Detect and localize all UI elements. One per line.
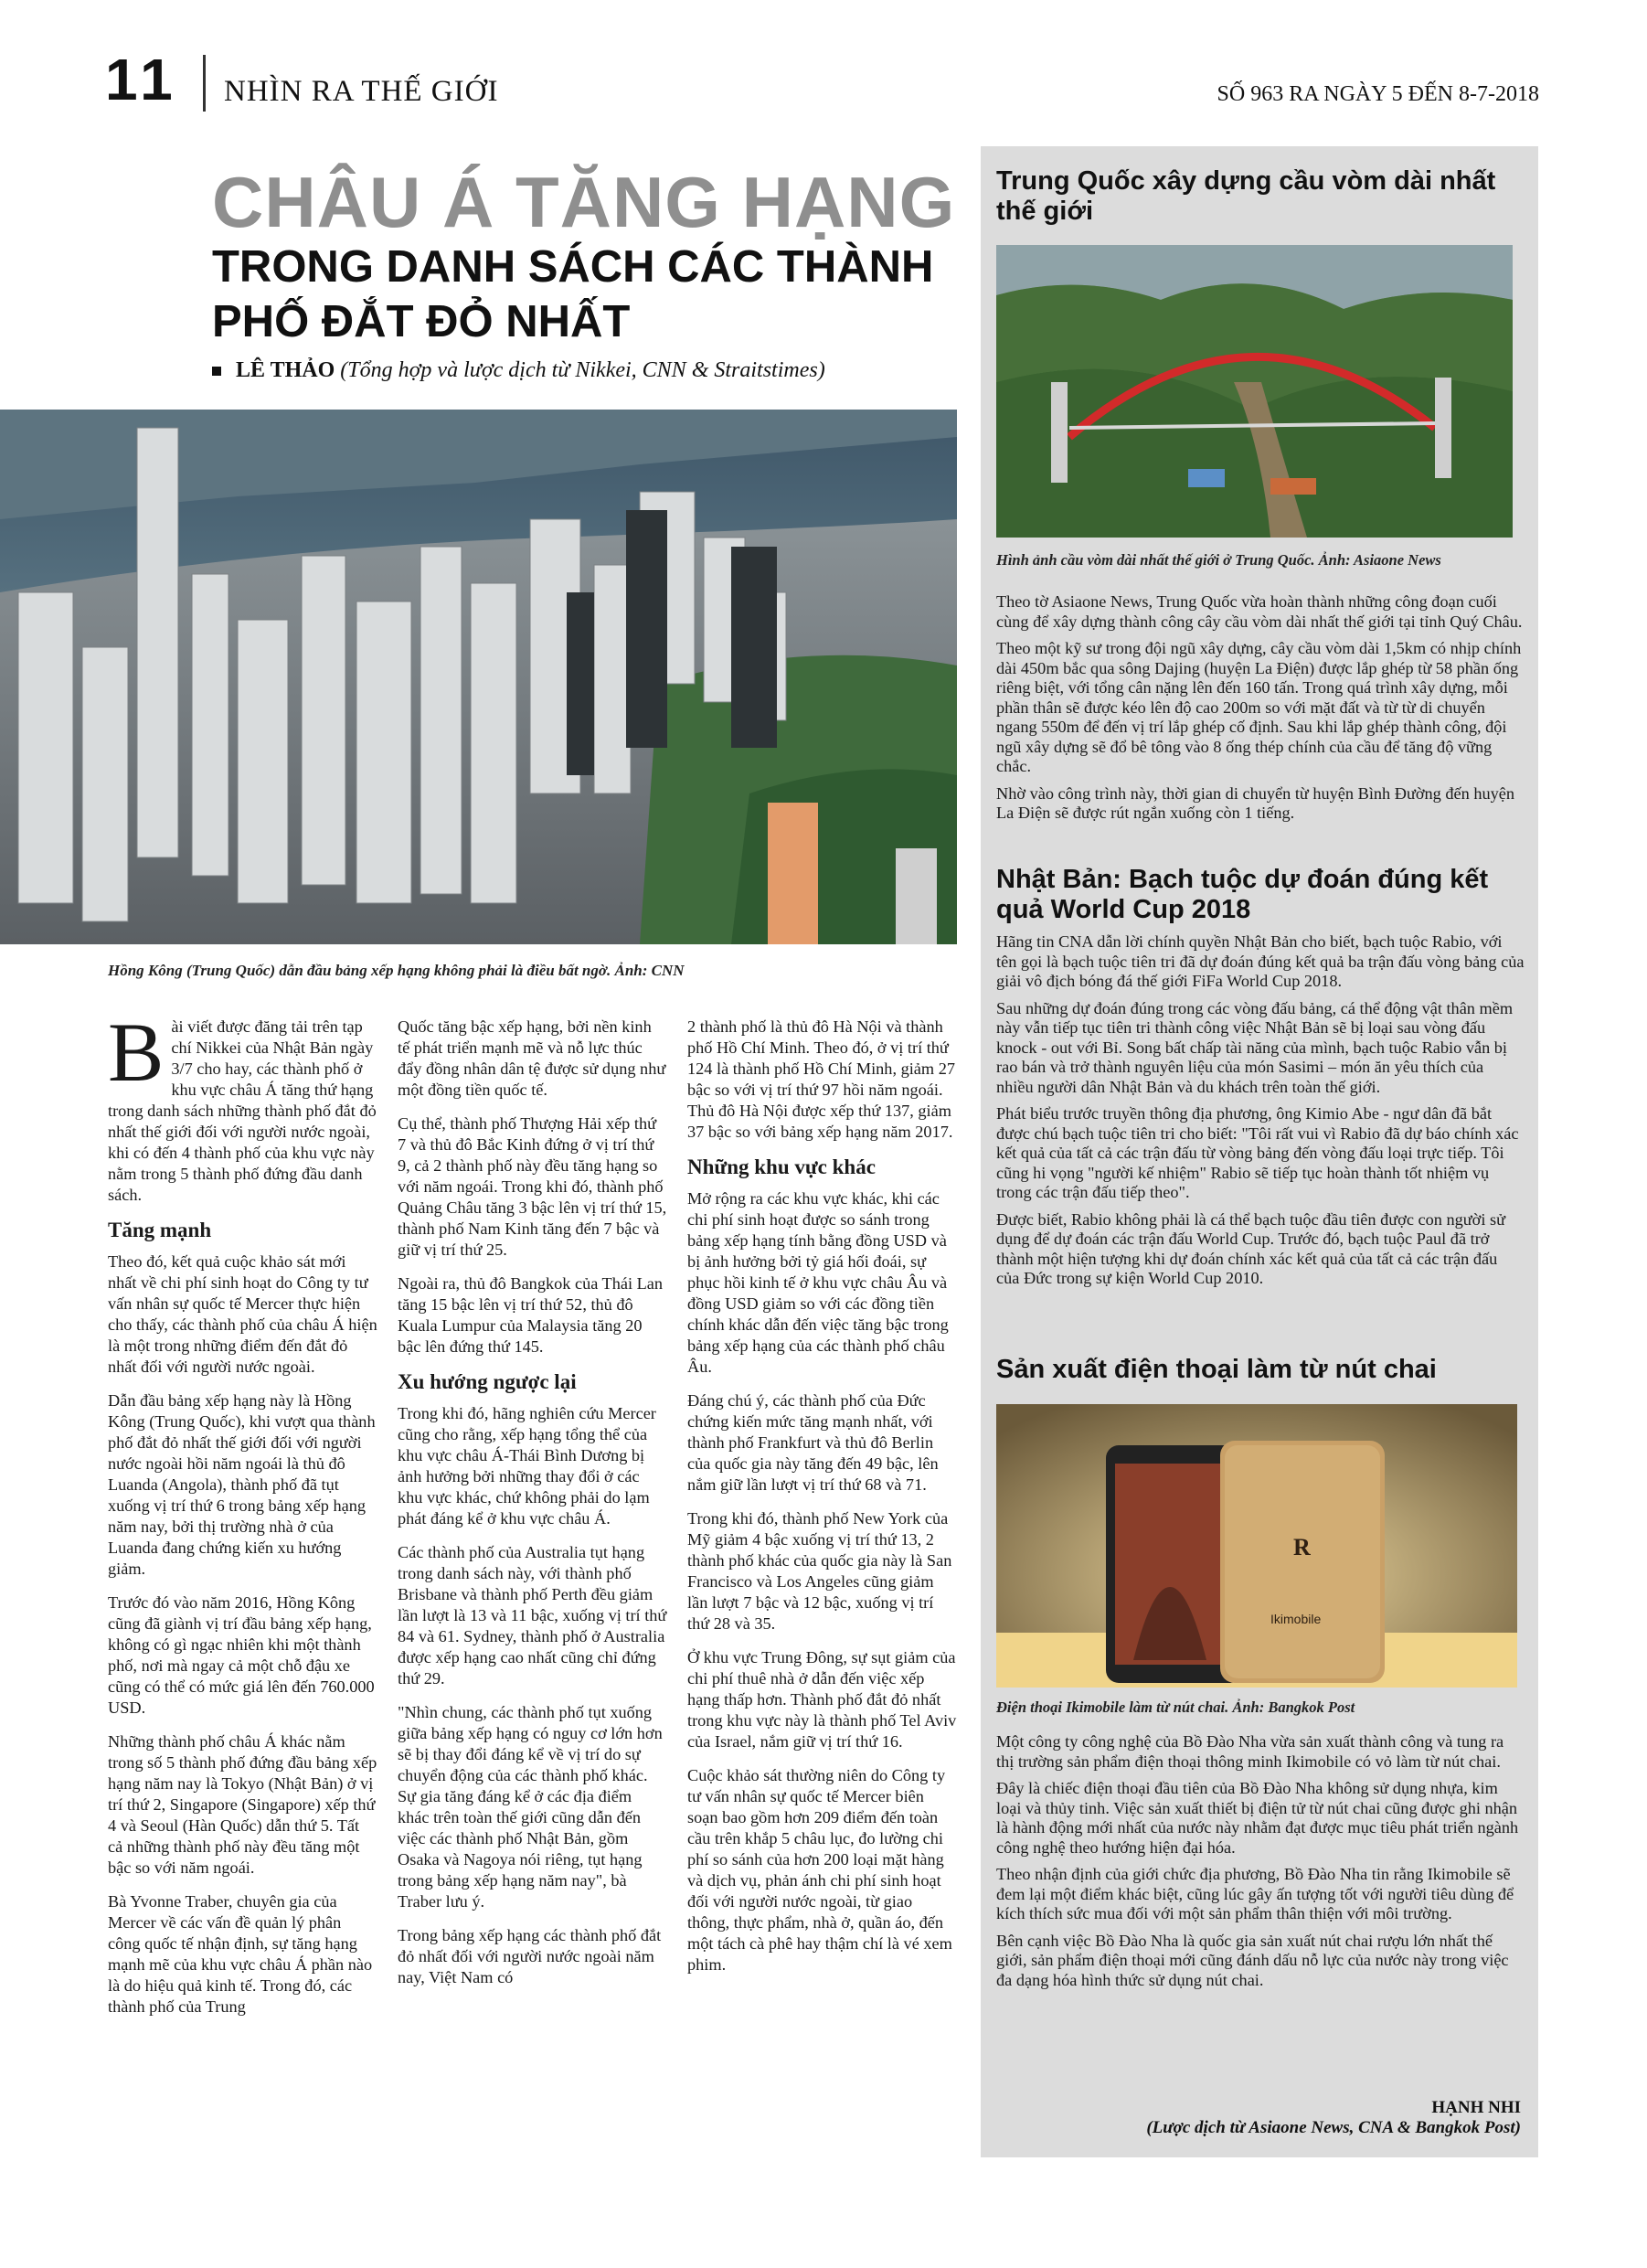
subheading-khu-vuc-khac: Những khu vực khác [687,1155,876,1178]
headline: TRONG DANH SÁCH CÁC THÀNH PHỐ ĐẮT ĐỎ NHẤT [212,242,934,346]
bridge-photo [996,245,1513,538]
sidebar-story-cork-phone [996,1732,1525,1997]
sidebar-title-octopus: Nhật Bản: Bạch tuộc dự đoán đúng kết quả World Cup 2018 [996,865,1489,924]
article-paragraph: Dẫn đầu bảng xếp hạng này là Hồng Kông (Trung Quốc), khi vượt qua thành phố đắt đỏ nhất thế giới đối với người nước ngoài hồi năm ngoái là thủ đô Luanda (Angola), thành phố đã tụt xuống vị trí thứ 6 trong bảng xếp hạng năm nay, bởi thị trường nhà ở của Luanda đang chứng kiến xu hướng giảm. [108,1391,376,1578]
article-paragraph: Đáng chú ý, các thành phố của Đức chứng kiến mức tăng mạnh nhất, với thành phố Frankfurt và thủ đô Berlin của quốc gia này tăng đến 49 bậc, lên nắm giữ lần lượt vị trí thứ 68 và 71. [687,1391,939,1494]
article-paragraph: Theo đó, kết quả cuộc khảo sát mới nhất về chi phí sinh hoạt do Công ty tư vấn nhân sự quốc tế Mercer thực hiện cho thấy, các thành phố của châu Á hiện là một trong những điểm đến đắt đỏ nhất đối với người nước ngoài. [108,1252,377,1376]
sidebar-title-cork-phone: Sản xuất điện thoại làm từ nút chai [996,1355,1437,1384]
sidebar-story-bridge [996,592,1525,831]
article-paragraph: "Nhìn chung, các thành phố tụt xuống giữa bảng xếp hạng có nguy cơ lớn hơn sẽ bị thay đổi đáng kể về vị trí do sự chuyển động của các thành phố khác. Sự gia tăng đáng kể ở các địa điểm khác trên toàn thế giới cũng dẫn đến việc các thành phố Nhật Bản, gồm Osaka và Nagoya nói riêng, tụt hạng trong bảng xếp hạng năm nay", bà Traber lưu ý. [398,1703,663,1911]
header-divider [203,55,206,112]
article-column-1 [108,1006,377,2030]
subheading-tang-manh: Tăng mạnh [108,1219,212,1241]
page-number: 11 [105,47,178,112]
sidebar-paragraph: Theo nhận định của giới chức địa phương, Bồ Đào Nha tin rằng Ikimobile sẽ đem lại một điểm khác biệt, cũng lúc gây ấn tượng tốt với người tiêu dùng để kích thích sức mua đối với một sản phẩm thân thiện với môi trường. [996,1865,1514,1922]
phone-brand-text: Ikimobile [1270,1612,1322,1626]
article-paragraph: Ở khu vực Trung Đông, sự sụt giảm của chi phí thuê nhà ở dẫn đến việc xếp hạng thấp hơn. Thành phố đắt đỏ nhất trong khu vực này là thành phố Tel Aviv của Israel, nắm giữ vị trí thứ 16. [687,1648,957,1751]
sidebar-paragraph: Nhờ vào công trình này, thời gian di chuyển từ huyện Bình Đường đến huyện La Điện sẽ được rút ngắn xuống còn 1 tiếng. [996,783,1515,822]
cork-phone-caption: Điện thoại Ikimobile làm từ nút chai. Ảnh: Bangkok Post [996,1698,1355,1716]
article-paragraph: Các thành phố của Australia tụt hạng trong danh sách này, với thành phố Brisbane và thành phố Perth đều giảm lần lượt là 13 và 11 bậc, xuống vị trí thứ 84 và 61. Sydney, thành phố ở Australia được xếp hạng cao nhất cũng chỉ đứng thứ 29. [398,1543,667,1688]
sidebar-title-bridge: Trung Quốc xây dựng cầu vòm dài nhất thế giới [996,166,1496,226]
article-paragraph: Ngoài ra, thủ đô Bangkok của Thái Lan tăng 15 bậc lên vị trí thứ 52, thủ đô Kuala Lumpur của Malaysia tăng 20 bậc lên đứng thứ 145. [398,1274,664,1356]
article-lead-text: ài viết được đăng tải trên tạp chí Nikkei của Nhật Bản ngày 3/7 cho hay, các thành phố ở khu vực châu Á tăng thứ hạng trong danh sách những thành phố đắt đỏ nhất thế giới đối với người nước ngoài, khi có đến 4 thành phố của khu vực này nằm trong 5 thành phố đứng đầu danh sách. [108,1017,377,1204]
article-paragraph: Quốc tăng bậc xếp hạng, bởi nền kinh tế phát triển mạnh mẽ và nỗ lực thúc đẩy đồng nhân dân tệ được sử dụng như một đồng tiền quốc tế. [398,1017,666,1099]
byline-author: LÊ THẢO [236,358,335,382]
sidebar-signature [1146,2098,1521,2138]
hero-photo-caption: Hồng Kông (Trung Quốc) dẫn đầu bảng xếp hạng không phải là điều bất ngờ. Ảnh: CNN [108,962,685,979]
cork-phone-illustration [996,1404,1517,1688]
sidebar-author: HẠNH NHI [1431,2098,1521,2117]
cork-phone-photo [996,1404,1517,1688]
hero-photo [0,410,957,944]
article-paragraph: Cụ thể, thành phố Thượng Hải xếp thứ 7 và thủ đô Bắc Kinh đứng ở vị trí thứ 9, cả 2 thành phố này đều tăng hạng so với năm ngoái. Trong khi đó, thành phố Quảng Châu tăng 3 bậc lên vị trí thứ 15, thành phố Nam Kinh tăng đến 7 bậc và giữ vị trí thứ 25. [398,1114,667,1259]
byline-square-icon [212,367,221,376]
subheading-xu-huong: Xu hướng ngược lại [398,1370,577,1393]
hong-kong-skyline-illustration [0,410,957,944]
section-name: NHÌN RA THẾ GIỚI [224,75,499,108]
article-paragraph: Mở rộng ra các khu vực khác, khi các chi phí sinh hoạt được so sánh trong bảng xếp hạng tính bằng đồng USD và bị ảnh hưởng bởi tỷ giá hối đoái, sự phục hồi kinh tế ở khu vực châu Âu và đồng USD giảm so với các đồng tiền chính khác dẫn đến việc tăng bậc trong bảng xếp hạng của các thành phố châu Âu. [687,1189,949,1376]
article-paragraph: Trước đó vào năm 2016, Hồng Kông cũng đã giành vị trí đầu bảng xếp hạng, không có gì ngạc nhiên khi một thành phố, nơi mà ngay cả một chỗ đậu xe cũng có thể có mức giá lên đến 760.000 USD. [108,1593,375,1717]
sidebar-paragraph: Theo một kỹ sư trong đội ngũ xây dựng, cây cầu vòm dài 1,5km có nhịp chính dài 450m bắc qua sông Dajing (huyện La Điện) được lắp ghép từ 58 phần ống riêng biệt, với tổng cân nặng lên đến 160 tấn. Trong quá trình xây dựng, mỗi phần thân sẽ được kéo lên độ cao 200m so với mặt đất và từ từ di chuyển ngang 550m để đến vị trí lắp ghép cố định. Sau khi lắp ghép thành công, đội ngũ xây dựng sẽ đổ bê tông vào 8 ống thép chính của cầu để tăng độ vững chắc. [996,639,1522,775]
article-paragraph: Bà Yvonne Traber, chuyên gia của Mercer về các vấn đề quản lý phân công quốc tế nhận định, sự tăng hạng mạnh mẽ của khu vực châu Á phần nào là do hiệu quả kinh tế. Trong đó, các thành phố của Trung [108,1892,373,2016]
article-paragraph: Trong bảng xếp hạng các thành phố đắt đỏ nhất đối với người nước ngoài năm nay, Việt Nam có [398,1926,662,1986]
article-paragraph: Trong khi đó, hãng nghiên cứu Mercer cũng cho rằng, xếp hạng tổng thể của khu vực châu Á-Thái Bình Dương bị ảnh hưởng bởi những thay đổi ở các khu vực khác, chứ không phải do lạm phát đáng kể ở khu vực châu Á. [398,1404,656,1528]
sidebar-paragraph: Một công ty công nghệ của Bồ Đào Nha vừa sản xuất thành công và tung ra thị trường sản phẩm điện thoại thông minh Ikimobile có vỏ làm từ nút chai. [996,1732,1504,1771]
phone-logo-text: R [1293,1534,1311,1560]
article-paragraph: Trong khi đó, thành phố New York của Mỹ giảm 4 bậc xuống vị trí thứ 13, 2 thành phố khác của quốc gia này là San Francisco và Los Angeles cũng giảm lần lượt 7 bậc và 12 bậc, xuống vị trí thứ 28 và 35. [687,1509,952,1633]
sidebar-paragraph: Phát biểu trước truyền thông địa phương, ông Kimio Abe - ngư dân đã bắt được chú bạch tuộc tiên tri cho biết: "Tôi rất vui vì Rabio đã dự báo chính xác kết quả của tất cả các trận đấu từ vòng bảng đến vòng đấu loại trực tiếp. Tôi cũng hi vọng "người kế nhiệm" Rabio sẽ tiếp tục hoàn thành tốt nhiệm vụ trong các trận đấu tiếp theo". [996,1104,1519,1201]
headline-kicker: CHÂU Á TĂNG HẠNG [212,162,956,242]
sidebar-paragraph: Bên cạnh việc Bồ Đào Nha là quốc gia sản xuất nút chai rượu lớn nhất thế giới, sản phẩm điện thoại mới cũng đánh dấu nỗ lực của nước này trong việc đa dạng hóa hình thức sử dụng nút chai. [996,1931,1509,1989]
drop-cap: B [108,1006,165,1099]
article-column-2 [398,1017,667,2001]
byline [212,358,825,383]
article-paragraph: 2 thành phố là thủ đô Hà Nội và thành phố Hồ Chí Minh. Theo đó, ở vị trí thứ 124 là thành phố Hồ Chí Minh, giảm 27 bậc so với vị trí thứ 97 hồi năm ngoái. Thủ đô Hà Nội được xếp thứ 137, giảm 37 bậc so với bảng xếp hạng năm 2017. [687,1017,955,1141]
issue-info: SỐ 963 RA NGÀY 5 ĐẾN 8-7-2018 [1217,82,1539,106]
bridge-photo-caption: Hình ảnh cầu vòm dài nhất thế giới ở Trung Quốc. Ảnh: Asiaone News [996,551,1441,569]
sidebar-story-octopus [996,932,1525,1296]
sidebar-source: (Lược dịch từ Asiaone News, CNA & Bangkok Post) [1146,2118,1521,2137]
article-lead-paragraph [108,1006,377,1206]
sidebar-paragraph: Sau những dự đoán đúng trong các vòng đấu bảng, cá thể động vật thân mềm này vẫn tiếp tục tiên tri thành công việc Nhật Bản sẽ bị loại sau vòng đấu knock - out với Bỉ. Song bất chấp tài năng của mình, bạch tuộc Rabio vẫn bị rao bán và trở thành nguyên liệu của món Sasimi – món ăn yêu thích của nhiều người dân Nhật Bản và du khách trên toàn thế giới. [996,998,1514,1096]
sidebar-paragraph: Đây là chiếc điện thoại đầu tiên của Bồ Đào Nha không sử dụng nhựa, kim loại và thủy tinh. Việc sản xuất thiết bị điện tử từ nút chai cũng được ghi nhận là hành động mới nhất của nước này nhằm đạt được mục tiêu phát triển ngành công nghệ theo hướng hiện đại hóa. [996,1779,1519,1857]
article-paragraph: Cuộc khảo sát thường niên do Công ty tư vấn nhân sự quốc tế Mercer biên soạn bao gồm hơn 209 điểm đến toàn cầu trên khắp 5 châu lục, đo lường chi phí so sánh của hơn 200 loại mặt hàng và dịch vụ, phản ánh chi phí sinh hoạt đối với người nước ngoài, từ giao thông, thực phẩm, nhà ở, quần áo, đến một tách cà phê hay thậm chí là vé xem phim. [687,1766,952,1974]
article-paragraph: Những thành phố châu Á khác nằm trong số 5 thành phố đứng đầu bảng xếp hạng năm nay là Tokyo (Nhật Bản) ở vị trí thứ 2, Singapore (Singapore) xếp thứ 4 và Seoul (Hàn Quốc) dẫn thứ 5. Tất cả những thành phố này đều tăng một bậc so với năm ngoái. [108,1732,377,1877]
article-column-3 [687,1017,957,1988]
byline-source: (Tổng hợp và lược dịch từ Nikkei, CNN & Straitstimes) [340,358,825,382]
sidebar-paragraph: Được biết, Rabio không phải là cá thể bạch tuộc đầu tiên được con người sử dụng để dự đoán các trận đấu World Cup. Trước đó, bạch tuộc Paul đã trở thành một hiện tượng khi dự đoán chính xác kết quả của tất cả các trận đấu của Đức trong sự kiện World Cup 2010. [996,1209,1506,1287]
sidebar-paragraph: Hãng tin CNA dẫn lời chính quyền Nhật Bản cho biết, bạch tuộc Rabio, với tên gọi là bạch tuộc tiên tri đã dự đoán đúng kết quả ba trận đấu vòng bảng của giải vô địch bóng đá thế giới FiFa World Cup 2018. [996,932,1525,990]
sidebar-paragraph: Theo tờ Asiaone News, Trung Quốc vừa hoàn thành những công đoạn cuối cùng để xây dựng thành công cây cầu vòm dài nhất thế giới tại tỉnh Quý Châu. [996,592,1523,631]
arch-bridge-illustration [996,245,1513,538]
